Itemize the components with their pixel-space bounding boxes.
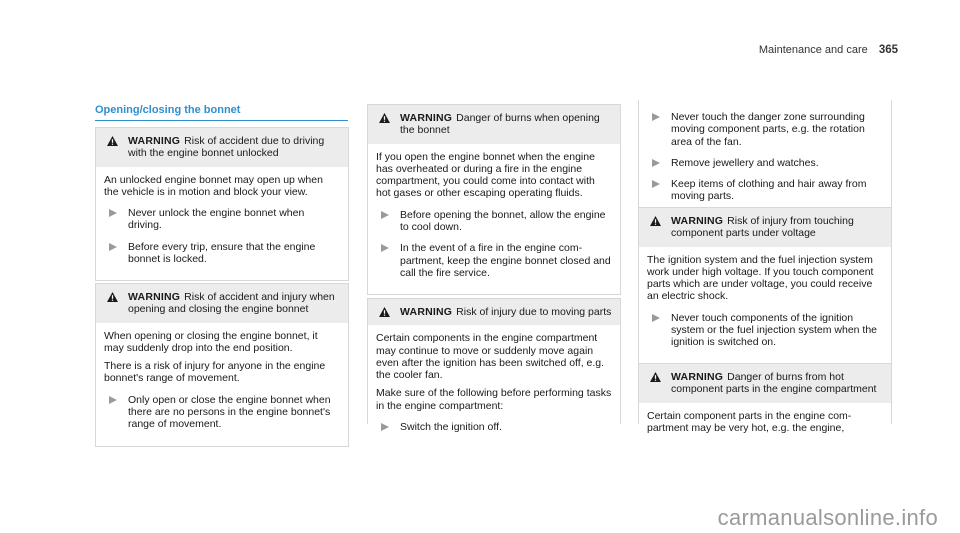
warning-triangle-icon (379, 307, 390, 317)
warning-box-accident-injury (95, 283, 349, 447)
arrow-bullet-icon (108, 395, 118, 405)
warning-triangle-icon (650, 216, 661, 226)
warning-header (368, 299, 620, 325)
page-header (759, 44, 898, 56)
paragraph: Certain component parts in the engine compartment may be very hot, e.g. the engine, (647, 409, 852, 434)
list-item: Only open or close the engine bonnet when there are no persons in the engine bonnet's range of movement. (104, 394, 340, 431)
paragraph: An unlocked engine bonnet may open up when the vehicle is in motion and block your view. (104, 173, 323, 198)
paragraph: Make sure of the following before performing tasks in the engine compartment: (376, 387, 612, 412)
warning-headline: Risk of accident and injury when opening and closing the engine bonnet (128, 291, 335, 316)
warning-box-burns-opening (367, 104, 621, 295)
warning-headline: Danger of burns from hot component parts in the engine compartment (671, 371, 877, 396)
warning-header (639, 364, 891, 403)
list-item: Never touch the danger zone surrounding moving component parts, e.g. the rotation area of the fan. (647, 111, 883, 148)
arrow-bullet-icon (380, 422, 390, 432)
warning-triangle-icon (107, 292, 118, 302)
warning-box-voltage (638, 207, 892, 365)
warning-label: WARNING (128, 135, 181, 147)
list-item: Remove jewellery and watches. (647, 157, 883, 169)
warning-headline: Danger of burns when opening the bonnet (400, 112, 600, 137)
list-item: Before every trip, ensure that the engine bonnet is locked. (104, 241, 340, 266)
warning-header (96, 284, 348, 323)
warning-label: WARNING (400, 306, 453, 318)
warning-header (639, 208, 891, 247)
paragraph: There is a risk of injury for anyone in the engine bonnet's range of movement. (104, 360, 326, 385)
arrow-bullet-icon (651, 158, 661, 168)
warning-headline: Risk of injury due to moving parts (456, 306, 612, 318)
warning-label: WARNING (671, 371, 724, 383)
warning-triangle-icon (379, 113, 390, 123)
arrow-bullet-icon (651, 179, 661, 189)
warning-label: WARNING (400, 112, 453, 124)
warning-header (368, 105, 620, 144)
section-title: Opening/closing the bonnet (95, 104, 348, 121)
warning-header (96, 128, 348, 167)
list-item: Never unlock the engine bonnet when driving. (104, 207, 340, 232)
warning-headline: Risk of injury from touching component parts under voltage (671, 215, 854, 240)
section-name: Maintenance and care (758, 44, 868, 56)
list-item: Before opening the bonnet, allow the engine to cool down. (376, 209, 612, 234)
paragraph: Certain components in the engine compartment may continue to move or suddenly move again even after the ignition has been switched off, e.g. the cooler fan. (376, 332, 605, 382)
page-number: 365 (878, 44, 898, 56)
paragraph: The ignition system and the fuel injection system work under high voltage. If you touch component parts which are under voltage, you could receive an electric shock. (647, 253, 874, 303)
warning-label: WARNING (671, 215, 724, 227)
arrow-bullet-icon (651, 313, 661, 323)
warning-triangle-icon (107, 136, 118, 146)
list-item: Never touch components of the ignition system or the fuel injection system when the ignition is switched on. (647, 312, 883, 349)
warning-box-moving-parts (367, 298, 621, 434)
list-item: Keep items of clothing and hair away from moving parts. (647, 178, 883, 203)
arrow-bullet-icon (108, 208, 118, 218)
arrow-bullet-icon (380, 210, 390, 220)
warning-box-hot-parts (638, 363, 892, 434)
paragraph: If you open the engine bonnet when the engine has overheated or during a fire in the engine compartment, you could come into contact with hot gases or other escaping operating fluids. (376, 150, 595, 200)
warning-triangle-icon (650, 372, 661, 382)
list-item: Switch the ignition off. (376, 421, 612, 433)
warning-label: WARNING (128, 291, 181, 303)
continued-bullets-box (638, 100, 892, 219)
arrow-bullet-icon (651, 112, 661, 122)
warning-headline: Risk of accident due to driving with the engine bonnet unlocked (128, 135, 325, 160)
warning-box-accident-unlocked (95, 127, 349, 281)
arrow-bullet-icon (108, 242, 118, 252)
watermark: carmanualsonline.info (717, 505, 938, 530)
list-item: In the event of a fire in the engine compartment, keep the engine bonnet closed and call the fire service. (376, 242, 612, 279)
paragraph: When opening or closing the engine bonnet, it may suddenly drop into the end position. (104, 329, 318, 354)
arrow-bullet-icon (380, 243, 390, 253)
